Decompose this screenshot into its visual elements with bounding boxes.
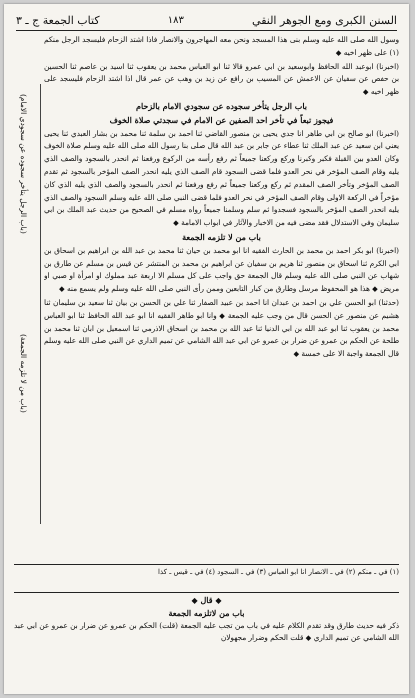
side-note: (باب من لا تلزمه الجمعة) bbox=[19, 334, 28, 413]
page-number: ١٨٣ bbox=[167, 14, 184, 26]
commentary-heading: باب من لاتلزمه الجمعة bbox=[168, 607, 245, 618]
chapter-subheading: فيجوز تبعاً في تأخر احد الصفين عن الامام في سجدتي صلاة الخوف bbox=[109, 114, 334, 125]
paragraph: (اخبرنا) ابوعبد الله الحافظ وابوسعيد بن ابي عمرو قالا ثنا ابو العباس محمد بن يعقوب ثنا اسيد بن عاصم ثنا الحسين بن حفص عن سفيان عن الاعمش عن المسيب بن رافع عن زيد بن وهب عن عمر قال اذا اشتد الزحام فليسجد على ظهر اخيه ◆ bbox=[44, 61, 399, 97]
side-note: (باب الرجل يتأخر سجوده عن سجودي الامام) bbox=[19, 94, 28, 234]
chapter-heading: باب من لا تلزمه الجمعة bbox=[182, 231, 261, 242]
paragraph: (حدثنا) ابو الحسن علي بن احمد بن عبدان انا احمد بن عبيد الصفار ثنا علي بن الحسن بن بيان ثنا سعيد بن سليمان ثنا هشيم عن منصور عن الحسن قال من وجب عليه الجمعة ◆ وانا ابو طاهر الفقيه انا ابو عبد الله الحافظ ثنا ابو العباس محمد بن يعقوب ثنا ابو عبد الله بن ابي الدنيا ثنا عبد الله بن محمد بن اسحاق الاذرمي ثنا اسمعيل بن ابان ثنا محمد بن طلحة عن الحكم بن عمرو عن ضرار بن عمرو عن ابي عبد الله الشامي عن تميم الداري عن النبي صلى الله عليه وسلم قال الجمعة واجبة الا على خمسة ◆ bbox=[44, 297, 399, 359]
paragraph: (اخبرنا) ابو بكر احمد بن محمد بن الحارث الفقيه انا ابو محمد بن حيان ثنا محمد بن عبد الله بن ابراهيم بن اسحاق بن ابي الكرم ثنا اسحاق بن منصور ثنا هريم بن سفيان عن ابراهيم بن محمد بن المنتشر عن قيس بن مسلم عن طارق بن شهاب عن النبي صلى الله عليه وسلم قال الجمعة حق واجب على كل مسلم الا اربعة عبد مملوك او امرأة او صبي او مريض ◆ هذا هو المحفوظ مرسل وطارق من كبار التابعين وممن رأى النبي صلى الله عليه وسلم ولم يسمع منه ◆ bbox=[44, 245, 399, 294]
chapter-heading: باب الرجل يتأخر سجوده عن سجودي الامام بالزحام bbox=[136, 100, 307, 111]
paragraph: (اخبرنا) ابو صالح بن ابي طاهر انا جدي يحيى بن منصور القاضي ثنا احمد بن سلمة ثنا محمد بن بشار العبدي ثنا يحيى يعني ابن سعيد عن عبد الملك ثنا عطاء عن جابر بن عبد الله قال صلى بنا رسول الله صلى الله عليه وسلم صلاة الخوف وكان العدو بين القبلة فكبر وكبرنا وركع وركعنا جميعاً ثم رفع رأسه من الركوع ورفعنا ثم انحدر بالسجود والصف الذي يليه وقام الصف المؤخر في نحر العدو فلما قضى السجود قام الصف الذي يليه انحدر الصف المؤخر بالسجود ثم تقدم الصف المؤخر وتأخر الصف المقدم ثم ركع وركعنا جميعاً ثم رفع ورفعنا ثم انحدر بالسجود والصف الذي يليه الذي كان مؤخراً في الركعة الاولى وقام الصف المؤخر في نحر العدو فلما قضى النبي صلى الله عليه وسلم السجود والصف الذي يليه انحدر الصف المؤخر بالسجود فسجدوا ثم سلم وسلمنا جميعاً رواه مسلم في الصحيح من حديث عبد الملك بن ابي سليمان وفي الاستدلال فقد مضى فيه من الاخبار والآثار في ابواب الامامة ◆ bbox=[44, 128, 399, 228]
page-header bbox=[16, 10, 397, 31]
paragraph: وسول الله صلى الله عليه وسلم بنى هذا المسجد ونحن معه المهاجرون والانصار فاذا اشتد الزحام فليسجد الرجل منكم (١) على ظهر اخيه ◆ bbox=[44, 35, 399, 57]
main-text bbox=[44, 34, 399, 604]
header-book-title: السنن الكبرى ومع الجوهر النقي bbox=[252, 13, 397, 27]
book-page bbox=[4, 4, 409, 694]
header-chapter: كتاب الجمعة ج ـ ٣ bbox=[16, 13, 100, 27]
commentary-marker: ◆ قال ◆ bbox=[191, 595, 222, 605]
commentary-paragraph: ذكر فيه حديث طارق وقد تقدم الكلام عليه في باب من تجب عليه الجمعة (قلت) الحكم بن عمرو عن ضرار بن عمرو عن ابي عبد الله الشامي عن تميم الداري ◆ قلت الحكم وضرار مجهولان bbox=[14, 620, 399, 643]
commentary-section bbox=[14, 594, 399, 674]
footnotes: (١) في ـ منكم (٢) في ـ الانصار انا ابو العباس (٣) في ـ السجود (٤) في ـ قيس ـ كذا bbox=[14, 564, 399, 593]
